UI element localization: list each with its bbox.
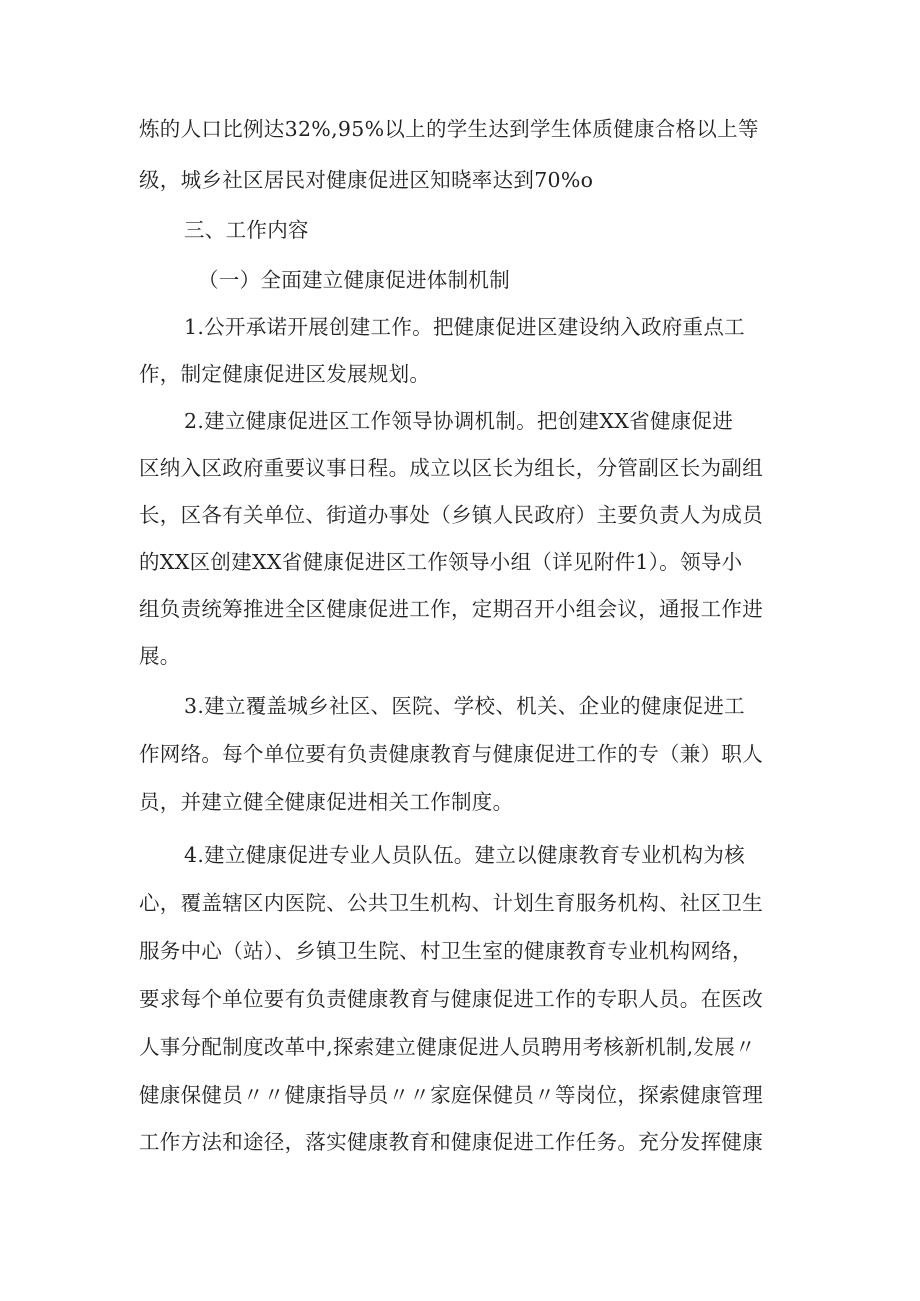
subsection-1-heading: （一）全面建立健康促进体制机制 [198, 268, 510, 292]
paragraph-line [0, 448, 920, 488]
paragraph-line [0, 354, 920, 394]
paragraph-line [0, 1122, 920, 1162]
paragraph-4-line-6: 健康保健员〃〃健康指导员〃〃家庭保健员〃等岗位，探索健康管理 [139, 1083, 763, 1107]
paragraph-0-line-2: 级，城乡社区居民对健康促进区知晓率达到70%o [139, 168, 594, 192]
paragraph-4-line-5: 人事分配制度改革中,探索建立健康促进人员聘用考核新机制,发展〃 [139, 1035, 756, 1059]
paragraph-line [0, 542, 920, 582]
paragraph-line [0, 636, 920, 676]
paragraph-2-line-3: 长，区各有关单位、街道办事处（乡镇人民政府）主要负责人为成员 [139, 503, 763, 527]
paragraph-2-line-6: 展。 [139, 644, 181, 668]
paragraph-line [0, 307, 920, 347]
paragraph-3-line-1: 3.建立覆盖城乡社区、医院、学校、机关、企业的健康促进工 [184, 694, 745, 718]
paragraph-line [0, 160, 920, 200]
paragraph-line [0, 979, 920, 1019]
paragraph-line [0, 109, 920, 149]
paragraph-4-line-7: 工作方法和途径，落实健康教育和健康促进工作任务。充分发挥健康 [139, 1130, 763, 1154]
paragraph-line [0, 931, 920, 971]
paragraph-1-line-1: 1.公开承诺开展创建工作。把健康促进区建设纳入政府重点工 [184, 315, 745, 339]
subsection-heading [0, 260, 920, 300]
paragraph-2-line-4: 的XX区创建XX省健康促进区工作领导小组（详见附件1）。领导小 [139, 550, 743, 574]
paragraph-3-line-3: 员，并建立健全健康促进相关工作制度。 [139, 790, 514, 814]
paragraph-line [0, 734, 920, 774]
paragraph-4-line-4: 要求每个单位要有负责健康教育与健康促进工作的专职人员。在医改 [139, 987, 763, 1011]
paragraph-0-line-1: 炼的人口比例达32%,95%以上的学生达到学生体质健康合格以上等 [139, 117, 759, 141]
paragraph-4-line-1: 4.建立健康促进专业人员队伍。建立以健康教育专业机构为核 [184, 843, 745, 867]
section-heading [0, 210, 920, 250]
paragraph-line [0, 782, 920, 822]
paragraph-3-line-2: 作网络。每个单位要有负责健康教育与健康促进工作的专（兼）职人 [139, 742, 763, 766]
paragraph-2-line-2: 区纳入区政府重要议事日程。成立以区长为组长，分管副区长为副组 [139, 456, 763, 480]
paragraph-2-line-5: 组负责统筹推进全区健康促进工作，定期召开小组会议，通报工作进 [139, 597, 763, 621]
paragraph-line [0, 589, 920, 629]
paragraph-line [0, 835, 920, 875]
paragraph-line [0, 686, 920, 726]
paragraph-line [0, 883, 920, 923]
section-3-heading: 三、工作内容 [184, 218, 309, 242]
paragraph-4-line-3: 服务中心（站）、乡镇卫生院、村卫生室的健康教育专业机构网络， [139, 939, 753, 963]
paragraph-4-line-2: 心，覆盖辖区内医院、公共卫生机构、计划生育服务机构、社区卫生 [139, 891, 763, 915]
paragraph-2-line-1: 2.建立健康促进区工作领导协调机制。把创建XX省健康促进 [184, 409, 734, 433]
paragraph-1-line-2: 作，制定健康促进区发展规划。 [139, 362, 431, 386]
paragraph-line [0, 1027, 920, 1067]
paragraph-line [0, 401, 920, 441]
paragraph-line [0, 1075, 920, 1115]
paragraph-line [0, 495, 920, 535]
